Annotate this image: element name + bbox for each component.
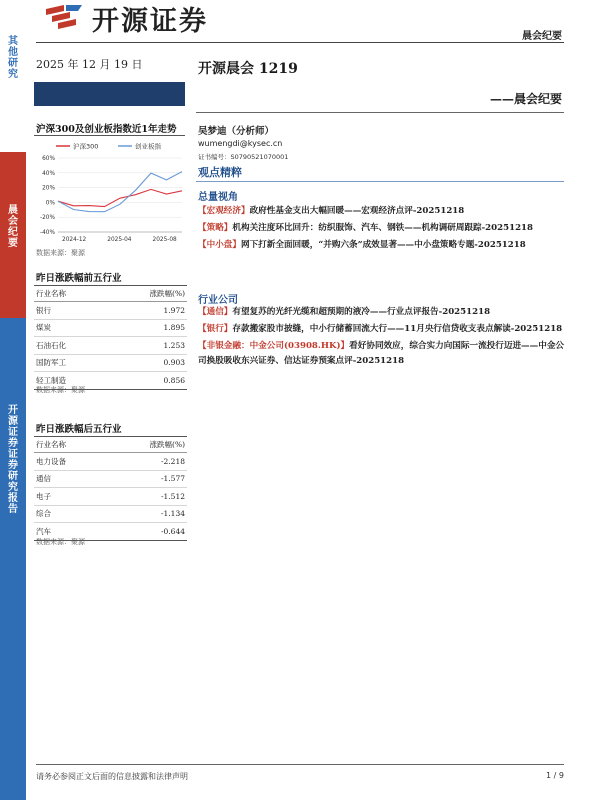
list-item[interactable]: [198, 221, 568, 236]
brand-logo: [44, 2, 208, 37]
item-tag: 【非银金融：中金公司(03908.HK)】: [198, 341, 350, 351]
top-industries-table: [34, 285, 187, 390]
industry-change: -1.134: [105, 505, 187, 523]
footer-divider: [36, 764, 564, 765]
header-divider: [36, 42, 564, 43]
table-row: [34, 453, 187, 471]
bottom-table-source: 数据来源：聚源: [36, 538, 85, 546]
item-tag: 【银行】: [198, 324, 233, 334]
list-item[interactable]: [198, 339, 568, 369]
industry-change: -1.577: [105, 470, 187, 488]
table-row: [34, 337, 187, 355]
table-header-row: [34, 437, 187, 453]
sidebar-label-top: 其他研究: [8, 36, 18, 80]
item-text: 有望复苏的光纤光缆和超预期的液冷——行业点评报告-20251218: [232, 307, 491, 317]
page-title: 开源晨会 1219: [198, 61, 298, 77]
item-tag: 【中小盘】: [198, 240, 241, 250]
top-table-title: 昨日涨跌幅前五行业: [36, 273, 122, 284]
industry-name: 综合: [34, 505, 105, 523]
top-table-source: 数据来源：聚源: [36, 386, 85, 394]
footer-disclaimer: 请务必参阅正文后面的信息披露和法律声明: [36, 772, 188, 781]
y-tick-label: 0%: [45, 200, 55, 207]
list-item[interactable]: [198, 305, 568, 320]
analyst-name: 吴梦迪（分析师）: [198, 126, 275, 137]
table-row: [34, 470, 187, 488]
x-tick-label: 2024-12: [62, 237, 87, 243]
item-text: 政府性基金支出大幅回暖——宏观经济点评-20251218: [249, 206, 465, 216]
sidebar-label-bottom: 开源证券 证券研究报告: [8, 405, 18, 515]
industry-change: 1.972: [105, 302, 187, 320]
index-trend-chart: [34, 140, 185, 244]
industry-change: 0.856: [105, 372, 187, 390]
item-tag: 【通信】: [198, 307, 233, 317]
industry-name: 石油石化: [34, 337, 105, 355]
brand-name: 开源证券: [92, 5, 208, 37]
list-item[interactable]: [198, 204, 568, 219]
industry-change: 0.903: [105, 354, 187, 372]
item-text: 存款搬家股市披缝，中小行储蓄回流大行——11月央行信贷收支表点解读-20251218: [232, 324, 563, 334]
analyst-email[interactable]: wumengdi@kysec.cn: [198, 139, 283, 148]
legend-label: 创业板指: [135, 142, 161, 151]
table-row: [34, 488, 187, 506]
column-header-change: 涨跌幅(%): [105, 286, 187, 302]
chart-title: 沪深300及创业板指数近1年走势: [36, 124, 177, 135]
item-text: 看好协同效应，综合实力向国际一流投行迈进——中金公司换股吸收东兴证券、信达证券预案点评-20251218: [198, 341, 565, 366]
title-divider: [196, 112, 564, 113]
macro-heading: 总量视角: [198, 192, 238, 203]
x-tick-label: 2025-04: [107, 237, 132, 243]
item-text: 网下打新全面回暖，“并购六条”成效显著——中小盘策略专题-20251218: [240, 240, 526, 250]
industry-change: -0.644: [105, 523, 187, 541]
industry-name: 国防军工: [34, 354, 105, 372]
industry-change: -1.512: [105, 488, 187, 506]
y-tick-label: 40%: [42, 170, 55, 177]
industry-name: 通信: [34, 470, 105, 488]
industry-change: 1.253: [105, 337, 187, 355]
date-banner-bar: [34, 82, 185, 106]
table-row: [34, 354, 187, 372]
list-item[interactable]: [198, 322, 568, 337]
industry-change: -2.218: [105, 453, 187, 471]
highlights-heading: 观点精粹: [198, 166, 242, 179]
y-tick-label: -20%: [40, 215, 55, 222]
company-heading: 行业公司: [198, 295, 238, 306]
industry-name: 煤炭: [34, 319, 105, 337]
column-header-change: 涨跌幅(%): [105, 437, 187, 453]
brand-logo-icon: [44, 3, 86, 33]
industry-change: 1.895: [105, 319, 187, 337]
company-list: [198, 305, 568, 371]
column-header-industry: 行业名称: [34, 286, 105, 302]
chart-title-divider: [34, 135, 185, 136]
highlights-divider: [196, 181, 564, 182]
industry-name: 银行: [34, 302, 105, 320]
industry-name: 轻工制造: [34, 372, 105, 390]
y-tick-label: -40%: [40, 230, 55, 236]
page-number: 1 / 9: [546, 771, 564, 780]
list-item[interactable]: [198, 238, 568, 253]
table-row: [34, 302, 187, 320]
industry-name: 电子: [34, 488, 105, 506]
y-tick-label: 60%: [42, 156, 55, 162]
industry-name: 电力设备: [34, 453, 105, 471]
bottom-table-title: 昨日涨跌幅后五行业: [36, 424, 122, 435]
page-subtitle: ——晨会纪要: [489, 92, 562, 106]
analyst-cert: 证书编号：S0790521070001: [198, 153, 289, 161]
x-tick-label: 2025-08: [152, 237, 177, 243]
sidebar-label-middle: 晨会纪要: [8, 205, 18, 249]
report-date: 2025 年 12 月 19 日: [36, 58, 143, 71]
item-tag: 【策略】: [198, 223, 233, 233]
table-row: [34, 505, 187, 523]
item-text: 机构关注度环比回升：纺织服饰、汽车、钢铁——机构调研周跟踪-20251218: [232, 223, 534, 233]
industry-name: 汽车: [34, 523, 105, 541]
table-row: [34, 319, 187, 337]
legend-label: 沪深300: [73, 142, 99, 151]
chart-source: 数据来源：聚源: [36, 249, 85, 257]
header-tag: 晨会纪要: [522, 31, 562, 42]
macro-list: [198, 204, 568, 255]
bottom-industries-table: [34, 436, 187, 541]
item-tag: 【宏观经济】: [198, 206, 250, 216]
column-header-industry: 行业名称: [34, 437, 105, 453]
sidebar: [0, 0, 26, 800]
table-header-row: [34, 286, 187, 302]
sidebar-bottom-band: [0, 318, 26, 800]
y-tick-label: 20%: [42, 185, 55, 192]
